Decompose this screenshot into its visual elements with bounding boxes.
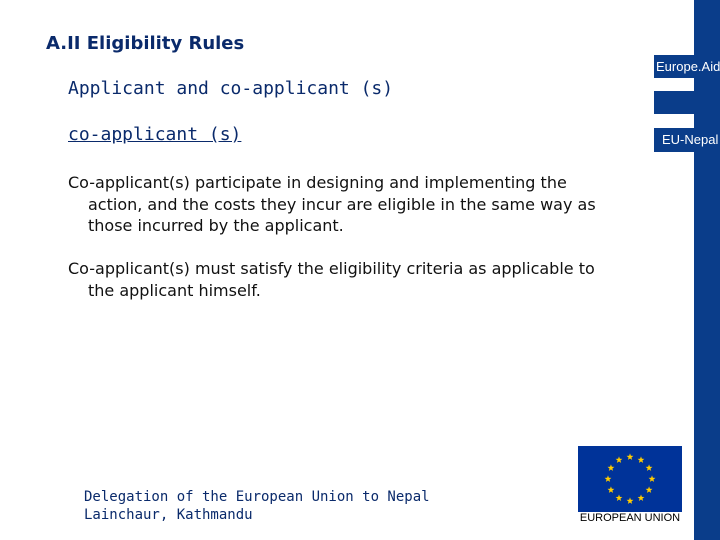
eu-logo-caption: EUROPEAN UNION — [579, 512, 681, 524]
blank-tag — [654, 91, 720, 114]
paragraph-line: action, and the costs they incur are eligible in the same way as — [88, 194, 596, 214]
address-line: Lainchaur, Kathmandu — [84, 506, 253, 523]
eu-flag-icon — [578, 446, 682, 512]
paragraph-line: those incurred by the applicant. — [88, 216, 344, 235]
paragraph-line: Co-applicant(s) must satisfy the eligibility criteria as applicable to — [68, 259, 595, 278]
footer-address — [84, 489, 430, 524]
europeaid-tag: Europe.Aid — [654, 55, 720, 78]
eu-nepal-tag: EU-Nepal — [654, 128, 720, 152]
right-brand-bar — [694, 0, 720, 540]
paragraph-line: the applicant himself. — [88, 280, 261, 300]
slide-title: A.II Eligibility Rules — [46, 33, 245, 54]
address-line: Delegation of the European Union to Nepal — [84, 489, 430, 505]
section-subheading: Applicant and co-applicant (s) — [68, 78, 394, 99]
paragraph-participation — [68, 172, 678, 237]
paragraph-eligibility — [68, 258, 678, 301]
paragraph-line: Co-applicant(s) participate in designing and implementing the — [68, 173, 567, 192]
co-applicant-link[interactable]: co-applicant (s) — [68, 124, 242, 145]
